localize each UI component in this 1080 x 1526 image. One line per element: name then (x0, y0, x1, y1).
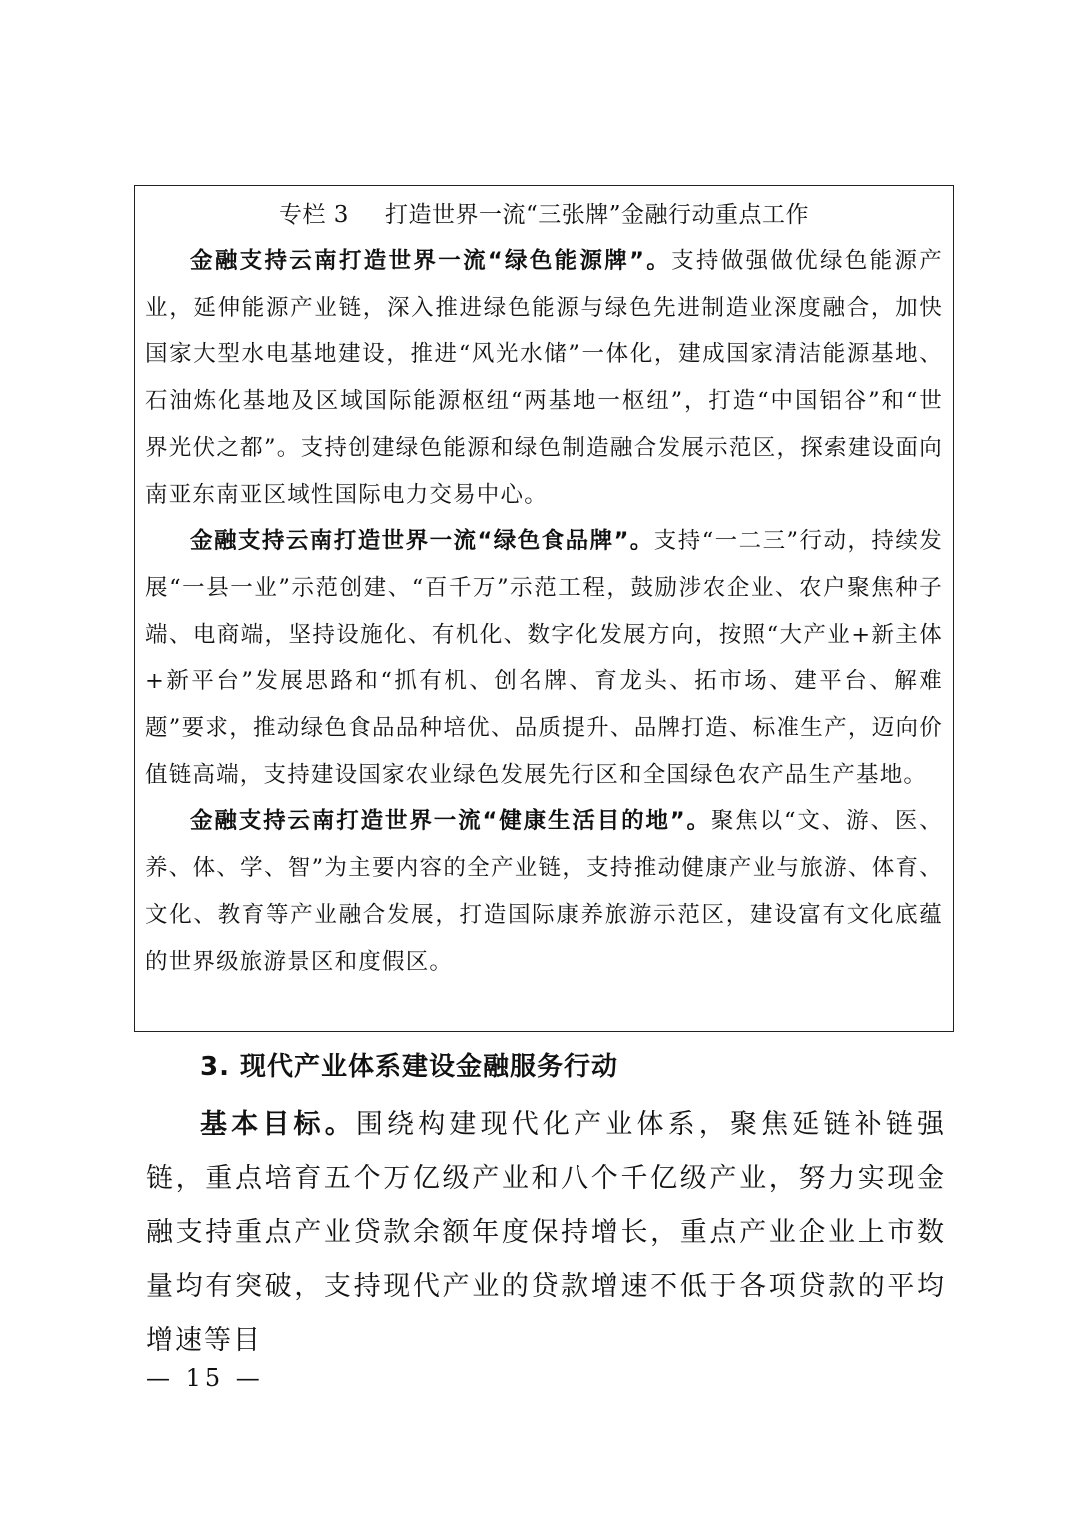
box-title-label: 专栏 3 (279, 202, 349, 228)
paragraph-lead: 金融支持云南打造世界一流“绿色食品牌”。 (190, 528, 654, 555)
box-paragraph-healthy-living (145, 798, 943, 985)
paragraph-text: 支持“一二三”行动，持续发展“一县一业”示范创建、“百千万”示范工程，鼓励涉农企业、农户聚焦种子端、电商端，坚持设施化、有机化、数字化发展方向，按照“大产业+新主体+新平台”发展思路和“抓有机、创名牌、育龙头、拓市场、建平台、解难题”要求，推动绿色食品品种培优、品质提升、品牌打造、标准生产，迈向价值链高端，支持建设国家农业绿色发展先行区和全国绿色农产品生产基地。 (145, 528, 944, 788)
paragraph-lead: 金融支持云南打造世界一流“健康生活目的地”。 (190, 808, 711, 835)
box-paragraph-green-energy (145, 238, 943, 518)
body-paragraph-text: 围绕构建现代化产业体系，聚焦延链补链强链，重点培育五个万亿级产业和八个千亿级产业，努力实现金融支持重点产业贷款余额年度保持增长，重点产业企业上市数量均有突破，支持现代产业的贷款增速不低于各项贷款的平均增速等目 (146, 1109, 947, 1356)
paragraph-text: 聚焦以“文、游、医、养、体、学、智”为主要内容的全产业链，支持推动健康产业与旅游、体育、文化、教育等产业融合发展，打造国际康养旅游示范区，建设富有文化底蕴的世界级旅游景区和度假区。 (145, 808, 943, 975)
box-title (145, 192, 943, 238)
box-title-text: 打造世界一流“三张牌”金融行动重点工作 (384, 202, 809, 228)
page-number: — 15 — (146, 1364, 264, 1392)
paragraph-text: 支持做强做优绿色能源产业，延伸能源产业链，深入推进绿色能源与绿色先进制造业深度融合，加快国家大型水电基地建设，推进“风光水储”一体化，建成国家清洁能源基地、石油炼化基地及区域国际能源枢纽“两基地一枢纽”，打造“中国铝谷”和“世界光伏之都”。支持创建绿色能源和绿色制造融合发展示范区，探索建设面向南亚东南亚区域性国际电力交易中心。 (145, 248, 944, 508)
paragraph-lead: 金融支持云南打造世界一流“绿色能源牌”。 (190, 248, 672, 274)
body-paragraph-lead: 基本目标。 (200, 1109, 356, 1140)
feature-box (134, 185, 954, 1032)
body-paragraph (146, 1098, 946, 1368)
section-heading: 3. 现代产业体系建设金融服务行动 (200, 1052, 619, 1082)
box-paragraph-green-food (145, 518, 943, 798)
